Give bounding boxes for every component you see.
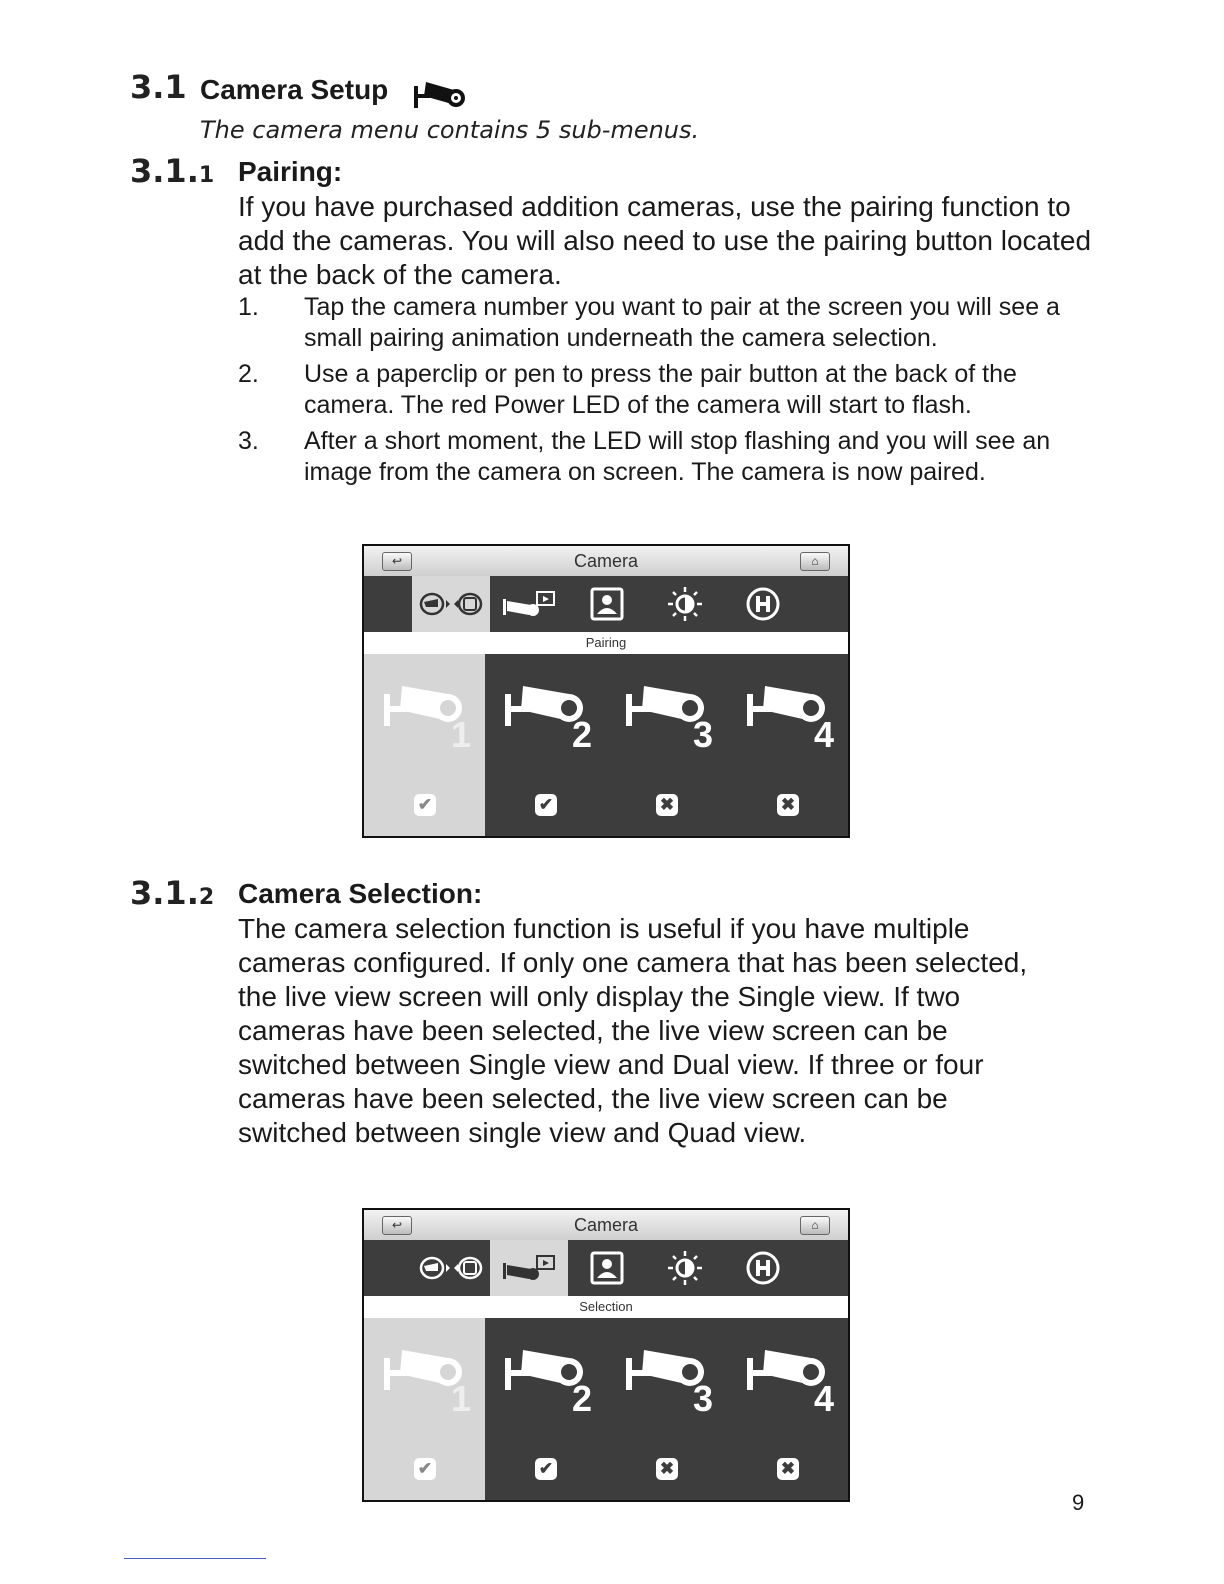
screen-subtitle: Pairing xyxy=(364,632,848,654)
camera-slot-3[interactable] xyxy=(606,1318,727,1500)
screen-subtitle: Selection xyxy=(364,1296,848,1318)
menu-tabs xyxy=(364,576,848,632)
back-arrow-icon[interactable]: ↩ xyxy=(382,1216,412,1235)
camera-list xyxy=(364,654,848,836)
pairing-icon[interactable] xyxy=(412,576,490,632)
cross-icon[interactable]: ✖ xyxy=(777,794,799,816)
section-number: 3.1 xyxy=(130,68,187,106)
camera-number: 1 xyxy=(450,714,471,755)
pairing-steps xyxy=(238,292,1068,493)
camera-slot-2[interactable] xyxy=(485,1318,606,1500)
brightness-icon[interactable] xyxy=(646,576,724,632)
camera-number: 3 xyxy=(692,1378,713,1419)
camera-slot-4[interactable] xyxy=(727,1318,848,1500)
camera-number: 2 xyxy=(571,714,592,755)
cross-icon[interactable]: ✖ xyxy=(777,1458,799,1480)
camera-slot-2[interactable] xyxy=(485,654,606,836)
list-item: 2. Use a paperclip or pen to press the pair button at the back of the camera. The red Power LED of the camera will start to flash. xyxy=(238,360,1017,419)
camera-number: 2 xyxy=(571,1378,592,1419)
section-title: Camera Setup xyxy=(200,74,389,105)
brightness-icon[interactable] xyxy=(646,1240,724,1296)
screen-title: Camera xyxy=(573,1215,639,1235)
selection-heading: Camera Selection: xyxy=(238,878,483,909)
camera-number: 3 xyxy=(692,714,713,755)
list-item: 3. After a short moment, the LED will stop flashing and you will see an image from the camera on screen. The camera is now paired. xyxy=(238,427,1051,486)
camera-slot-1[interactable] xyxy=(364,654,485,836)
pairing-paragraph: If you have purchased addition cameras, use the pairing function to add the cameras. You will also need to use the pairing button located at the back of the camera. xyxy=(238,191,1092,290)
check-icon[interactable]: ✔ xyxy=(414,1458,436,1480)
camera-slot-1[interactable] xyxy=(364,1318,485,1500)
camera-number: 4 xyxy=(813,714,834,755)
camera-list xyxy=(364,1318,848,1500)
pairing-section-number: 3.1.1 xyxy=(130,152,215,190)
selection-section-number: 3.1.2 xyxy=(130,874,215,912)
screen-titlebar xyxy=(364,546,848,577)
section-intro: The camera menu contains 5 sub-menus. xyxy=(200,116,700,144)
selection-screen xyxy=(362,1208,850,1502)
back-arrow-icon[interactable]: ↩ xyxy=(382,552,412,571)
footer-divider xyxy=(124,1558,266,1559)
camera-number: 4 xyxy=(813,1378,834,1419)
check-icon[interactable]: ✔ xyxy=(535,1458,557,1480)
menu-tabs xyxy=(364,1240,848,1296)
image-icon[interactable] xyxy=(568,576,646,632)
selection-paragraph: The camera selection function is useful if you have multiple cameras configured. If only one camera that has been selected, the live view screen will only display the Single view. If two cameras have been selected, the live view screen can be switched between Single view and Dual view. If three or four cameras have been selected, the live view screen can be switched between single view and Quad view. xyxy=(238,913,1028,1148)
list-item: 1. Tap the camera number you want to pair at the screen you will see a small pairing animation underneath the camera selection. xyxy=(238,293,1060,352)
zoom-icon[interactable] xyxy=(724,1240,802,1296)
page-number: 9 xyxy=(1072,1490,1085,1515)
pairing-screen xyxy=(362,544,850,838)
camera-selection-icon[interactable] xyxy=(490,576,568,632)
screen-titlebar xyxy=(364,1210,848,1241)
cross-icon[interactable]: ✖ xyxy=(656,794,678,816)
camera-number: 1 xyxy=(450,1378,471,1419)
check-icon[interactable]: ✔ xyxy=(414,794,436,816)
cross-icon[interactable]: ✖ xyxy=(656,1458,678,1480)
check-icon[interactable]: ✔ xyxy=(535,794,557,816)
home-icon[interactable]: ⌂ xyxy=(800,1216,830,1235)
camera-slot-3[interactable] xyxy=(606,654,727,836)
home-icon[interactable]: ⌂ xyxy=(800,552,830,571)
zoom-icon[interactable] xyxy=(724,576,802,632)
pairing-icon[interactable] xyxy=(412,1240,490,1296)
image-icon[interactable] xyxy=(568,1240,646,1296)
security-camera-icon xyxy=(414,76,468,115)
screen-title: Camera xyxy=(573,551,639,571)
pairing-heading: Pairing: xyxy=(238,156,343,187)
camera-slot-4[interactable] xyxy=(727,654,848,836)
camera-selection-icon[interactable] xyxy=(490,1240,568,1296)
